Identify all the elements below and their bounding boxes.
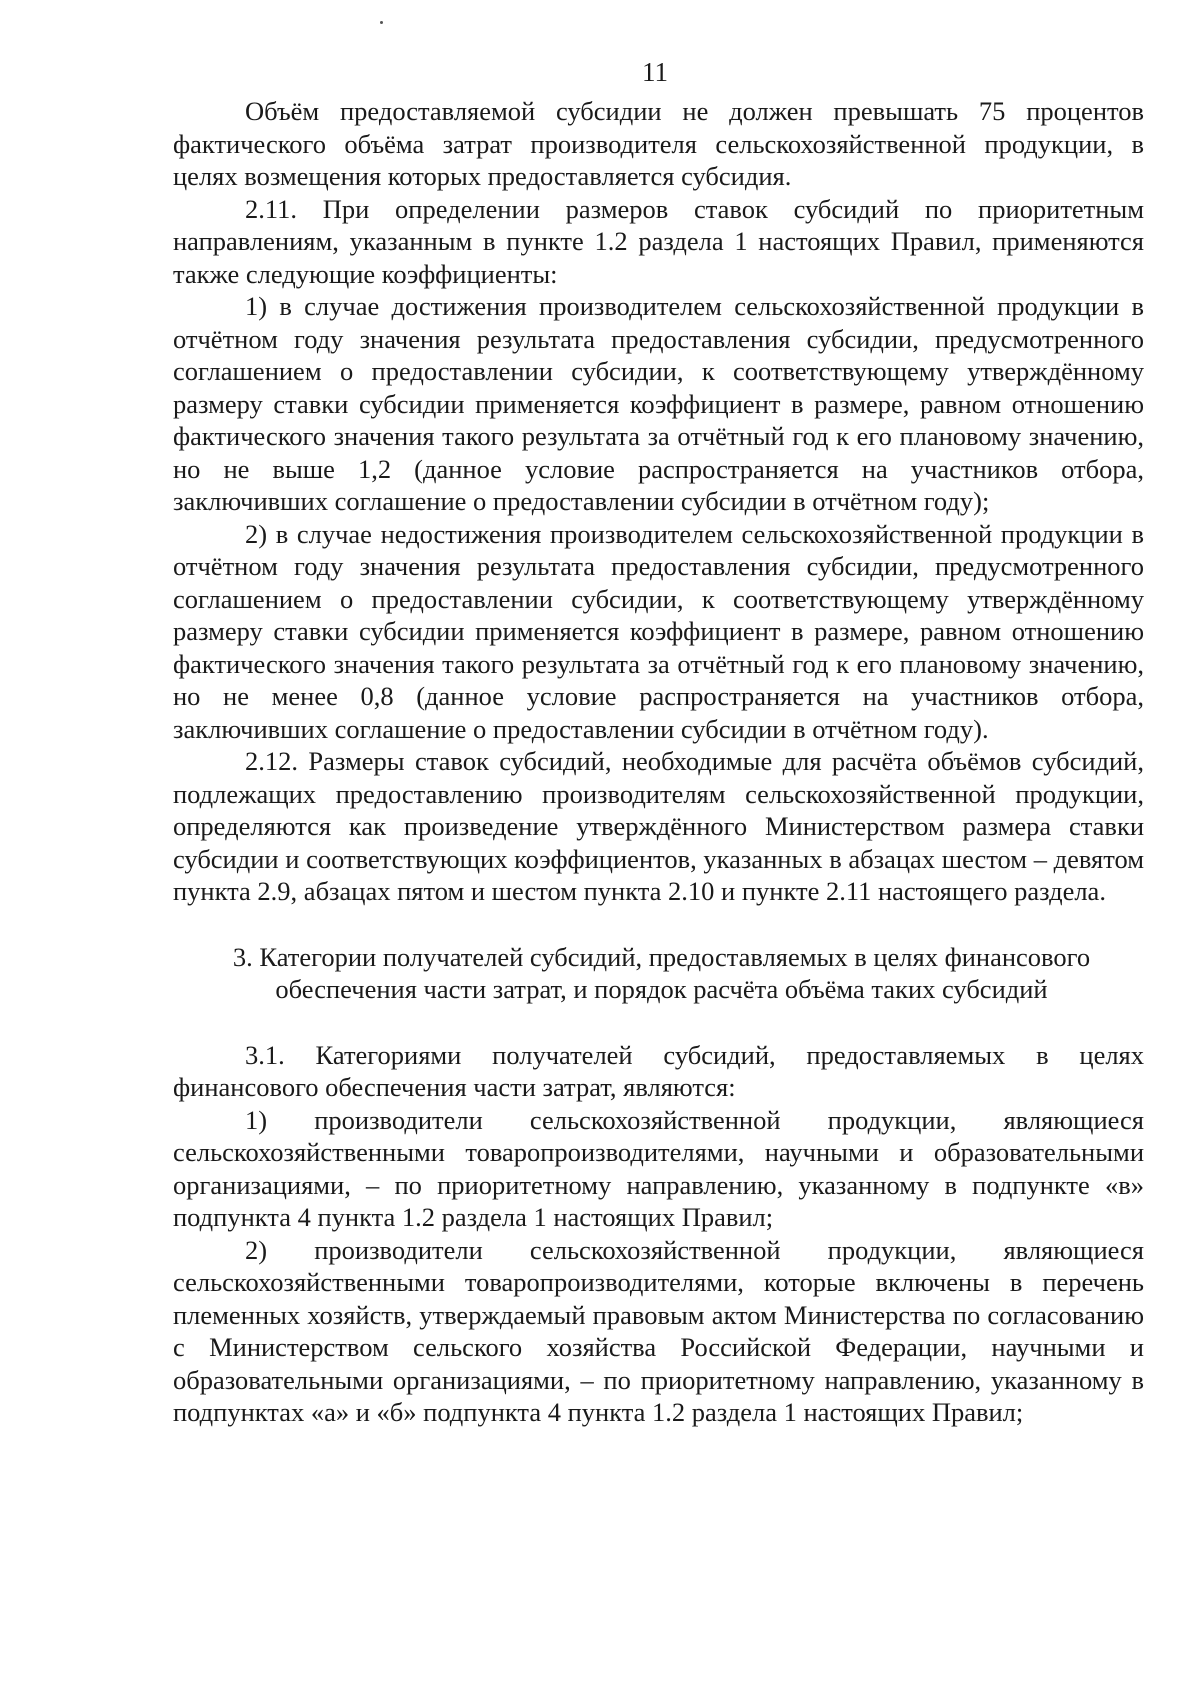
paragraph-category-1: 1) производители сельскохозяйственной продукции, являющиеся сельскохозяйственными товаропроизводителями, научными и образовательными организациями, – по приоритетному направлению, указанному в подпункте «в» подпункта 4 пункта 1.2 раздела 1 настоящих Правил;	[173, 1104, 1144, 1232]
section-heading	[173, 941, 1144, 1006]
section-heading-line-1: 3. Категории получателей субсидий, предоставляемых в целях финансового	[232, 941, 1091, 972]
paragraph-coefficient-1: 1) в случае достижения производителем сельскохозяйственной продукции в отчётном году значения результата предоставления субсидии, предусмотренного соглашением о предоставлении субсидии, к соответствующему утверждённому размеру ставки субсидии применяется коэффициент в размере, равном отношению фактического значения такого результата за отчётный год к его плановому значению, но не выше 1,2 (данное условие распространяется на участников отбора, заключивших соглашение о предоставлении субсидии в отчётном году);	[173, 291, 1144, 516]
paragraph-coefficient-2: 2) в случае недостижения производителем сельскохозяйственной продукции в отчётном году значения результата предоставления субсидии, предусмотренного соглашением о предоставлении субсидии, к соответствующему утверждённому размеру ставки субсидии применяется коэффициент в размере, равном отношению фактического значения такого результата за отчётный год к его плановому значению, но не менее 0,8 (данное условие распространяется на участников отбора, заключивших соглашение о предоставлении субсидии в отчётном году).	[173, 518, 1144, 744]
section-heading-line-2: обеспечения части затрат, и порядок расчёта объёма таких субсидий	[275, 974, 1048, 1004]
paragraph-2-12: 2.12. Размеры ставок субсидий, необходимые для расчёта объёмов субсидий, подлежащих предоставлению производителям сельскохозяйственной продукции, определяются как произведение утверждённого Министерством размера ставки субсидии и соответствующих коэффициентов, указанных в абзацах шестом – девятом пункта 2.9, абзацах пятом и шестом пункта 2.10 и пункте 2.11 настоящего раздела.	[173, 746, 1144, 906]
paragraph-category-2: 2) производители сельскохозяйственной продукции, являющиеся сельскохозяйственными товаропроизводителями, которые включены в перечень племенных хозяйств, утверждаемый правовым актом Министерства по согласованию с Министерством сельского хозяйства Российской Федерации, научными и образовательными организациями, – по приоритетному направлению, указанному в подпунктах «а» и «б» подпункта 4 пункта 1.2 раздела 1 настоящих Правил;	[173, 1234, 1144, 1427]
paragraph-2-11: 2.11. При определении размеров ставок субсидий по приоритетным направлениям, указанным в пункте 1.2 раздела 1 настоящих Правил, применяются также следующие коэффициенты:	[173, 193, 1144, 289]
paragraph-3-1: 3.1. Категориями получателей субсидий, предоставляемых в целях финансового обеспечения части затрат, являются:	[173, 1039, 1144, 1102]
paragraph-subsidy-limit: Объём предоставляемой субсидии не должен превышать 75 процентов фактического объёма затрат производителя сельскохозяйственной продукции, в целях возмещения которых предоставляется субсидия.	[173, 96, 1144, 191]
scan-artifact-dot	[380, 21, 383, 24]
document-body	[173, 95, 1144, 1429]
page-number: 11	[642, 57, 668, 87]
